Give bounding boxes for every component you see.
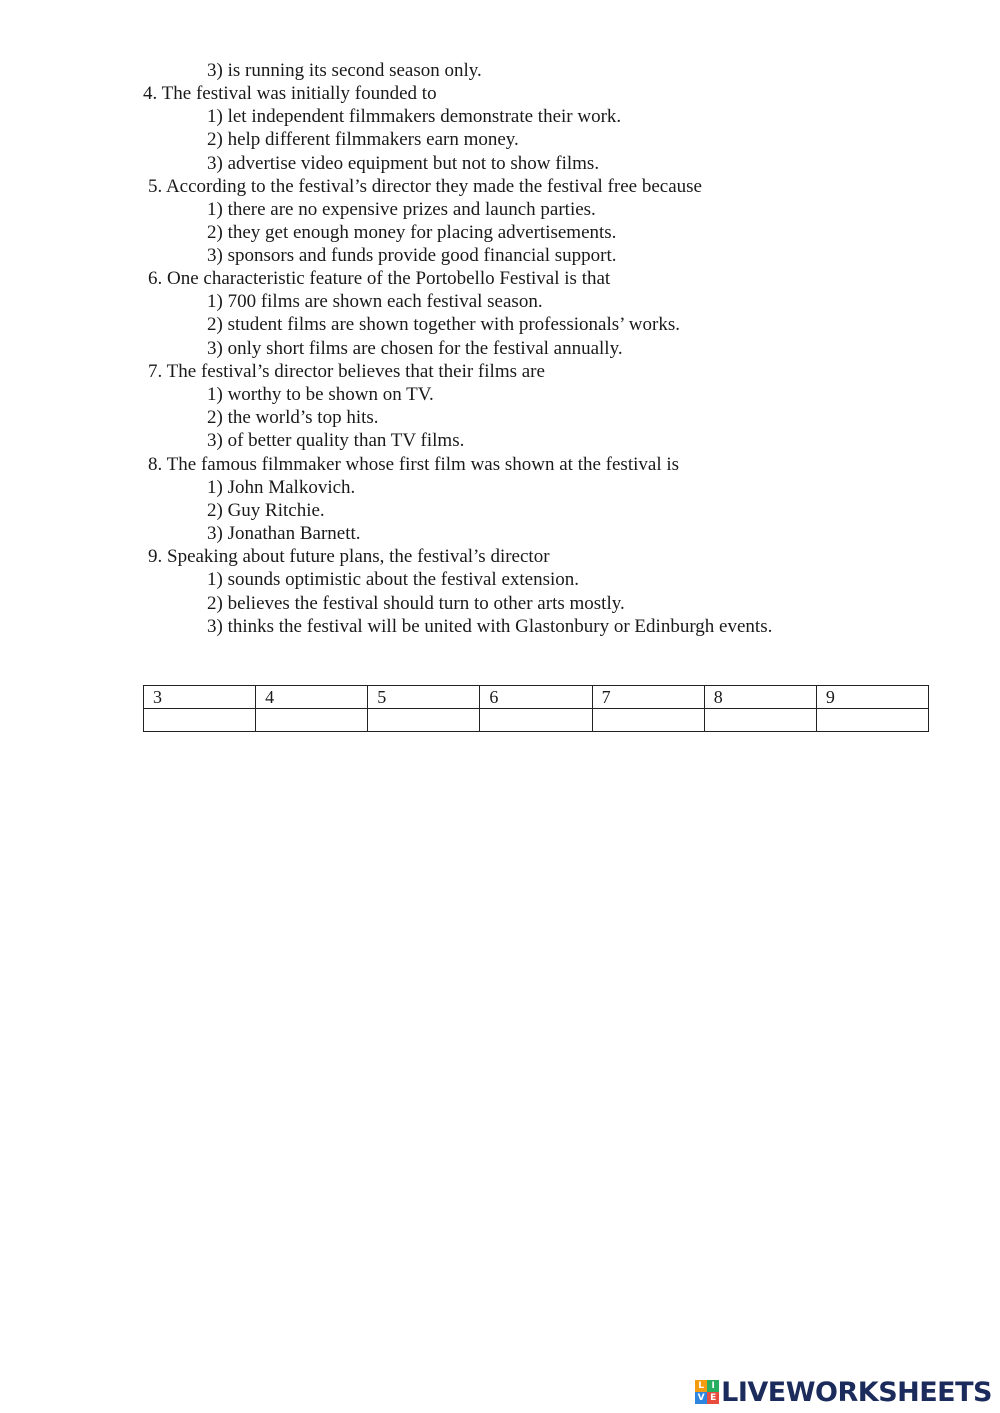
question-4: 4. The festival was initially founded to <box>143 83 437 104</box>
header-cell-7: 7 <box>592 686 704 709</box>
q9-option-1: 1) sounds optimistic about the festival extension. <box>207 569 580 590</box>
q6-option-3: 3) only short films are chosen for the festival annually. <box>207 338 623 359</box>
header-cell-8: 8 <box>704 686 816 709</box>
liveworksheets-mark-icon <box>695 1380 719 1404</box>
header-cell-9: 9 <box>816 686 928 709</box>
logo-mark-letter: L <box>695 1380 707 1392</box>
question-9: 9. Speaking about future plans, the festival’s director <box>148 546 550 567</box>
logo-mark-letter: V <box>695 1392 707 1404</box>
answer-field-4[interactable] <box>256 709 368 732</box>
answer-field-7[interactable] <box>592 709 704 732</box>
liveworksheets-logo <box>695 1377 992 1407</box>
q9-option-2: 2) believes the festival should turn to other arts mostly. <box>207 593 625 614</box>
q7-option-1: 1) worthy to be shown on TV. <box>207 384 434 405</box>
header-cell-4: 4 <box>256 686 368 709</box>
header-cell-3: 3 <box>144 686 256 709</box>
q4-option-2: 2) help different filmmakers earn money. <box>207 129 519 150</box>
q4-option-1: 1) let independent filmmakers demonstrate their work. <box>207 106 622 127</box>
q7-option-2: 2) the world’s top hits. <box>207 407 379 428</box>
answer-field-9[interactable] <box>816 709 928 732</box>
q8-option-2: 2) Guy Ritchie. <box>207 500 325 521</box>
answer-field-3[interactable] <box>144 709 256 732</box>
q5-option-1: 1) there are no expensive prizes and launch parties. <box>207 199 596 220</box>
q9-option-3: 3) thinks the festival will be united with Glastonbury or Edinburgh events. <box>207 616 773 637</box>
answer-table <box>143 685 929 732</box>
q8-option-3: 3) Jonathan Barnett. <box>207 523 361 544</box>
question-7: 7. The festival’s director believes that their films are <box>148 361 545 382</box>
q6-option-2: 2) student films are shown together with professionals’ works. <box>207 314 680 335</box>
logo-text: LIVEWORKSHEETS <box>721 1376 992 1408</box>
logo-mark-letter: E <box>707 1392 719 1404</box>
q4-option-3: 3) advertise video equipment but not to show films. <box>207 153 600 174</box>
answer-field-8[interactable] <box>704 709 816 732</box>
answer-field-6[interactable] <box>480 709 592 732</box>
q3-option-3: 3) is running its second season only. <box>207 60 482 81</box>
header-cell-5: 5 <box>368 686 480 709</box>
answer-table-input-row <box>144 709 929 732</box>
logo-mark-letter: I <box>707 1380 719 1392</box>
q5-option-2: 2) they get enough money for placing advertisements. <box>207 222 617 243</box>
answer-field-5[interactable] <box>368 709 480 732</box>
question-8: 8. The famous filmmaker whose first film was shown at the festival is <box>148 454 680 475</box>
q6-option-1: 1) 700 films are shown each festival season. <box>207 291 543 312</box>
question-5: 5. According to the festival’s director they made the festival free because <box>148 176 702 197</box>
q8-option-1: 1) John Malkovich. <box>207 477 356 498</box>
q5-option-3: 3) sponsors and funds provide good financial support. <box>207 245 617 266</box>
question-6: 6. One characteristic feature of the Portobello Festival is that <box>148 268 611 289</box>
q7-option-3: 3) of better quality than TV films. <box>207 430 465 451</box>
header-cell-6: 6 <box>480 686 592 709</box>
answer-table-header-row <box>144 686 929 709</box>
